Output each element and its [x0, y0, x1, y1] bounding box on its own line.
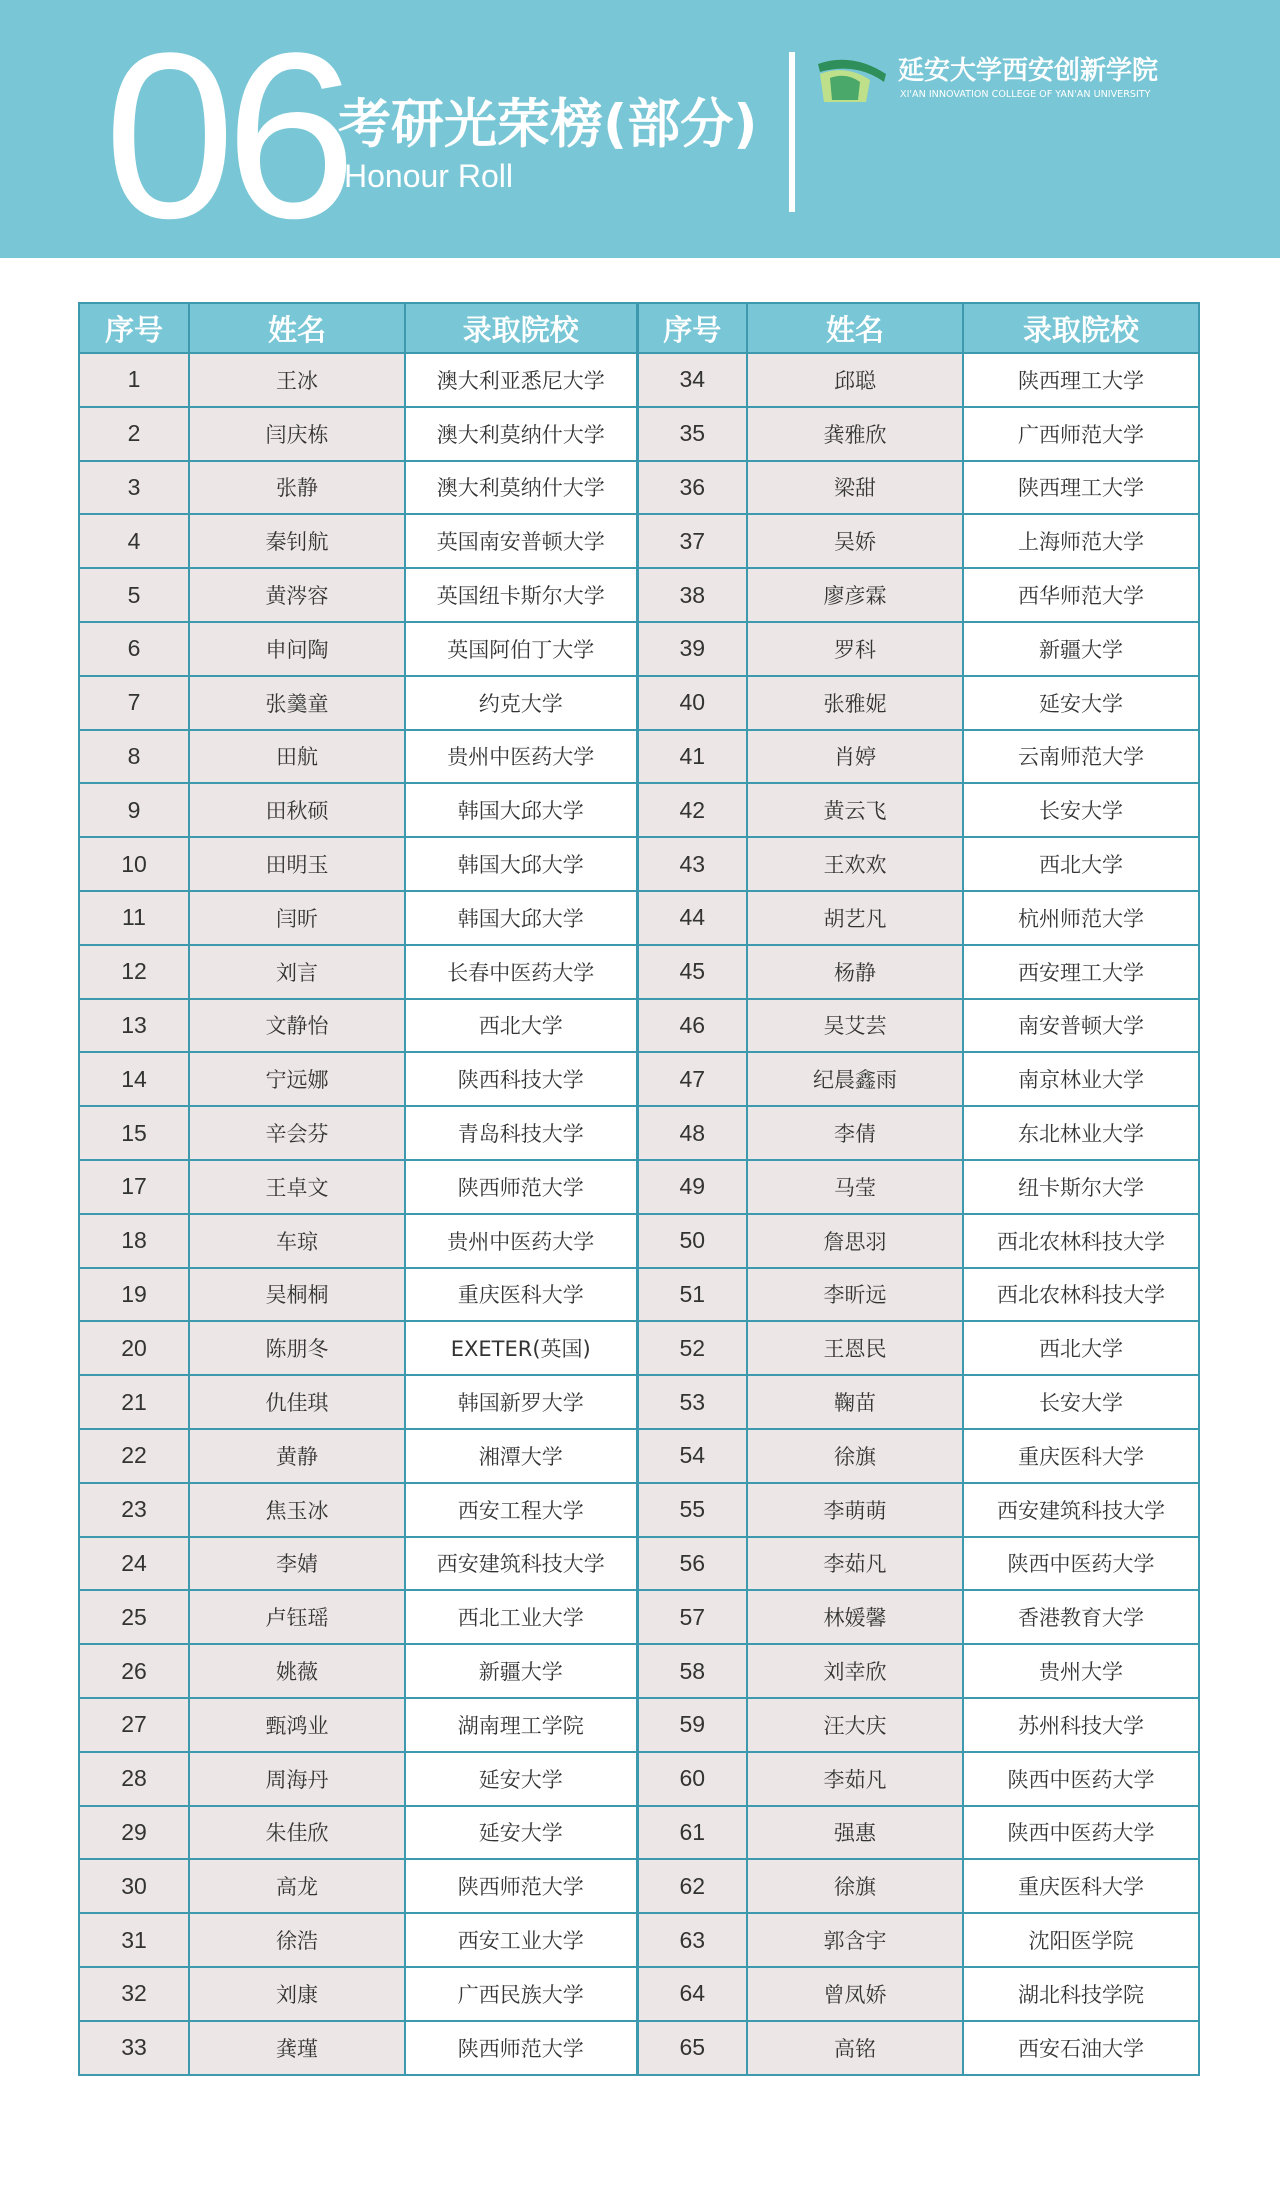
admitted-school: 澳大利亚悉尼大学	[405, 353, 637, 407]
admitted-school: 西安理工大学	[963, 945, 1199, 999]
student-name: 张静	[189, 461, 405, 515]
row-number: 32	[79, 1967, 189, 2021]
table-row	[79, 837, 1199, 891]
admitted-school: 英国阿伯丁大学	[405, 622, 637, 676]
table-row	[79, 568, 1199, 622]
row-number: 48	[637, 1106, 747, 1160]
admitted-school: 贵州中医药大学	[405, 730, 637, 784]
table-row	[79, 1214, 1199, 1268]
header-divider	[789, 52, 795, 212]
student-name: 郭含宇	[747, 1913, 963, 1967]
admitted-school: 西安建筑科技大学	[405, 1537, 637, 1591]
admitted-school: 陕西理工大学	[963, 353, 1199, 407]
row-number: 9	[79, 783, 189, 837]
admitted-school: 贵州大学	[963, 1644, 1199, 1698]
student-name: 宁远娜	[189, 1052, 405, 1106]
row-number: 43	[637, 837, 747, 891]
row-number: 25	[79, 1590, 189, 1644]
row-number: 2	[79, 407, 189, 461]
page-subtitle: Honour Roll	[344, 158, 513, 194]
student-name: 焦玉冰	[189, 1483, 405, 1537]
student-name: 刘康	[189, 1967, 405, 2021]
student-name: 秦钊航	[189, 514, 405, 568]
row-number: 63	[637, 1913, 747, 1967]
student-name: 汪大庆	[747, 1698, 963, 1752]
admitted-school: 湘潭大学	[405, 1429, 637, 1483]
student-name: 李倩	[747, 1106, 963, 1160]
student-name: 吴桐桐	[189, 1268, 405, 1322]
table-row	[79, 999, 1199, 1053]
row-number: 15	[79, 1106, 189, 1160]
admitted-school: 陕西师范大学	[405, 2021, 637, 2075]
student-name: 仇佳琪	[189, 1375, 405, 1429]
student-name: 强惠	[747, 1806, 963, 1860]
admitted-school: 西安建筑科技大学	[963, 1483, 1199, 1537]
student-name: 王卓文	[189, 1160, 405, 1214]
admitted-school: 广西师范大学	[963, 407, 1199, 461]
table-row	[79, 407, 1199, 461]
table-header-row	[79, 303, 1199, 353]
row-number: 35	[637, 407, 747, 461]
page-title: 考研光荣榜(部分)	[338, 94, 758, 155]
column-header: 录取院校	[405, 303, 637, 353]
table-row	[79, 1806, 1199, 1860]
admitted-school: 沈阳医学院	[963, 1913, 1199, 1967]
row-number: 38	[637, 568, 747, 622]
admitted-school: 香港教育大学	[963, 1590, 1199, 1644]
student-name: 周海丹	[189, 1752, 405, 1806]
student-name: 李茹凡	[747, 1752, 963, 1806]
column-header: 序号	[637, 303, 747, 353]
student-name: 车琼	[189, 1214, 405, 1268]
admitted-school: 澳大利莫纳什大学	[405, 407, 637, 461]
student-name: 姚薇	[189, 1644, 405, 1698]
admitted-school: 南安普顿大学	[963, 999, 1199, 1053]
row-number: 18	[79, 1214, 189, 1268]
student-name: 高铭	[747, 2021, 963, 2075]
admitted-school: 广西民族大学	[405, 1967, 637, 2021]
row-number: 19	[79, 1268, 189, 1322]
row-number: 42	[637, 783, 747, 837]
student-name: 张羹童	[189, 676, 405, 730]
admitted-school: 陕西师范大学	[405, 1160, 637, 1214]
student-name: 纪晨鑫雨	[747, 1052, 963, 1106]
row-number: 34	[637, 353, 747, 407]
row-number: 55	[637, 1483, 747, 1537]
row-number: 3	[79, 461, 189, 515]
row-number: 36	[637, 461, 747, 515]
student-name: 刘言	[189, 945, 405, 999]
admitted-school: 纽卡斯尔大学	[963, 1160, 1199, 1214]
row-number: 11	[79, 891, 189, 945]
admitted-school: 延安大学	[405, 1752, 637, 1806]
admitted-school: 贵州中医药大学	[405, 1214, 637, 1268]
student-name: 申问陶	[189, 622, 405, 676]
admitted-school: 西北大学	[963, 1321, 1199, 1375]
row-number: 20	[79, 1321, 189, 1375]
table-row	[79, 676, 1199, 730]
row-number: 59	[637, 1698, 747, 1752]
student-name: 田秋硕	[189, 783, 405, 837]
column-header: 姓名	[189, 303, 405, 353]
row-number: 51	[637, 1268, 747, 1322]
admitted-school: 延安大学	[963, 676, 1199, 730]
row-number: 56	[637, 1537, 747, 1591]
student-name: 文静怡	[189, 999, 405, 1053]
row-number: 41	[637, 730, 747, 784]
table-row	[79, 514, 1199, 568]
table-row	[79, 1859, 1199, 1913]
college-logo-icon	[816, 52, 888, 104]
admitted-school: 韩国大邱大学	[405, 837, 637, 891]
student-name: 詹思羽	[747, 1214, 963, 1268]
admitted-school: 新疆大学	[405, 1644, 637, 1698]
row-number: 8	[79, 730, 189, 784]
table-row	[79, 461, 1199, 515]
student-name: 马莹	[747, 1160, 963, 1214]
admitted-school: 延安大学	[405, 1806, 637, 1860]
student-name: 卢钰瑶	[189, 1590, 405, 1644]
row-number: 30	[79, 1859, 189, 1913]
admitted-school: 陕西师范大学	[405, 1859, 637, 1913]
row-number: 23	[79, 1483, 189, 1537]
student-name: 徐旗	[747, 1429, 963, 1483]
table-row	[79, 622, 1199, 676]
student-name: 廖彦霖	[747, 568, 963, 622]
section-number: 06	[104, 4, 347, 268]
admitted-school: 青岛科技大学	[405, 1106, 637, 1160]
student-name: 王欢欢	[747, 837, 963, 891]
row-number: 1	[79, 353, 189, 407]
row-number: 45	[637, 945, 747, 999]
admitted-school: 韩国大邱大学	[405, 891, 637, 945]
row-number: 10	[79, 837, 189, 891]
admitted-school: 东北林业大学	[963, 1106, 1199, 1160]
student-name: 王冰	[189, 353, 405, 407]
row-number: 17	[79, 1160, 189, 1214]
admitted-school: 陕西中医药大学	[963, 1752, 1199, 1806]
row-number: 29	[79, 1806, 189, 1860]
table-row	[79, 1052, 1199, 1106]
table-row	[79, 945, 1199, 999]
row-number: 54	[637, 1429, 747, 1483]
row-number: 39	[637, 622, 747, 676]
student-name: 田航	[189, 730, 405, 784]
student-name: 梁甜	[747, 461, 963, 515]
table-row	[79, 891, 1199, 945]
student-name: 朱佳欣	[189, 1806, 405, 1860]
row-number: 62	[637, 1859, 747, 1913]
student-name: 胡艺凡	[747, 891, 963, 945]
student-name: 徐浩	[189, 1913, 405, 1967]
student-name: 李萌萌	[747, 1483, 963, 1537]
column-header: 录取院校	[963, 303, 1199, 353]
table-row	[79, 1268, 1199, 1322]
table-row	[79, 353, 1199, 407]
admitted-school: 重庆医科大学	[963, 1859, 1199, 1913]
admitted-school: 湖北科技学院	[963, 1967, 1199, 2021]
row-number: 26	[79, 1644, 189, 1698]
row-number: 50	[637, 1214, 747, 1268]
row-number: 24	[79, 1537, 189, 1591]
row-number: 65	[637, 2021, 747, 2075]
student-name: 甄鸿业	[189, 1698, 405, 1752]
admitted-school: 西安工业大学	[405, 1913, 637, 1967]
admitted-school: 韩国大邱大学	[405, 783, 637, 837]
student-name: 徐旗	[747, 1859, 963, 1913]
admitted-school: 杭州师范大学	[963, 891, 1199, 945]
admitted-school: 约克大学	[405, 676, 637, 730]
admitted-school: 长安大学	[963, 1375, 1199, 1429]
admitted-school: 西安石油大学	[963, 2021, 1199, 2075]
admitted-school: 湖南理工学院	[405, 1698, 637, 1752]
row-number: 46	[637, 999, 747, 1053]
table-row	[79, 1644, 1199, 1698]
admitted-school: 西北大学	[405, 999, 637, 1053]
student-name: 黄静	[189, 1429, 405, 1483]
row-number: 61	[637, 1806, 747, 1860]
table-row	[79, 1590, 1199, 1644]
student-name: 杨静	[747, 945, 963, 999]
table-row	[79, 783, 1199, 837]
admitted-school: 澳大利莫纳什大学	[405, 461, 637, 515]
table-row	[79, 730, 1199, 784]
student-name: 黄云飞	[747, 783, 963, 837]
student-name: 刘幸欣	[747, 1644, 963, 1698]
table-row	[79, 1967, 1199, 2021]
row-number: 31	[79, 1913, 189, 1967]
row-number: 52	[637, 1321, 747, 1375]
row-number: 22	[79, 1429, 189, 1483]
student-name: 龚雅欣	[747, 407, 963, 461]
admitted-school: 陕西中医药大学	[963, 1537, 1199, 1591]
admitted-school: 西北大学	[963, 837, 1199, 891]
admitted-school: 英国纽卡斯尔大学	[405, 568, 637, 622]
row-number: 47	[637, 1052, 747, 1106]
student-name: 林媛馨	[747, 1590, 963, 1644]
admitted-school: 韩国新罗大学	[405, 1375, 637, 1429]
header-banner	[0, 0, 1280, 268]
student-name: 陈朋冬	[189, 1321, 405, 1375]
row-number: 12	[79, 945, 189, 999]
admitted-school: EXETER(英国)	[405, 1321, 637, 1375]
admitted-school: 陕西理工大学	[963, 461, 1199, 515]
admitted-school: 西北农林科技大学	[963, 1214, 1199, 1268]
table-row	[79, 1483, 1199, 1537]
row-number: 57	[637, 1590, 747, 1644]
admitted-school: 长安大学	[963, 783, 1199, 837]
row-number: 21	[79, 1375, 189, 1429]
student-name: 龚瑾	[189, 2021, 405, 2075]
row-number: 27	[79, 1698, 189, 1752]
student-name: 罗科	[747, 622, 963, 676]
table-row	[79, 1429, 1199, 1483]
table-row	[79, 1537, 1199, 1591]
table-row	[79, 1698, 1199, 1752]
student-name: 黄涔容	[189, 568, 405, 622]
row-number: 4	[79, 514, 189, 568]
row-number: 13	[79, 999, 189, 1053]
student-name: 田明玉	[189, 837, 405, 891]
admitted-school: 西北农林科技大学	[963, 1268, 1199, 1322]
table-row	[79, 1160, 1199, 1214]
student-name: 吴娇	[747, 514, 963, 568]
student-name: 吴艾芸	[747, 999, 963, 1053]
student-name: 王恩民	[747, 1321, 963, 1375]
admitted-school: 上海师范大学	[963, 514, 1199, 568]
table-row	[79, 1106, 1199, 1160]
student-name: 闫昕	[189, 891, 405, 945]
row-number: 40	[637, 676, 747, 730]
column-header: 序号	[79, 303, 189, 353]
admitted-school: 陕西中医药大学	[963, 1806, 1199, 1860]
admitted-school: 南京林业大学	[963, 1052, 1199, 1106]
admitted-school: 重庆医科大学	[963, 1429, 1199, 1483]
student-name: 李茹凡	[747, 1537, 963, 1591]
table-row	[79, 1321, 1199, 1375]
row-number: 49	[637, 1160, 747, 1214]
row-number: 7	[79, 676, 189, 730]
admitted-school: 西安工程大学	[405, 1483, 637, 1537]
logo-text-en: XI'AN INNOVATION COLLEGE OF YAN'AN UNIVERSITY	[900, 89, 1151, 100]
row-number: 33	[79, 2021, 189, 2075]
row-number: 6	[79, 622, 189, 676]
admitted-school: 苏州科技大学	[963, 1698, 1199, 1752]
student-name: 李婧	[189, 1537, 405, 1591]
admitted-school: 英国南安普顿大学	[405, 514, 637, 568]
admitted-school: 西北工业大学	[405, 1590, 637, 1644]
row-number: 58	[637, 1644, 747, 1698]
student-name: 邱聪	[747, 353, 963, 407]
row-number: 60	[637, 1752, 747, 1806]
row-number: 53	[637, 1375, 747, 1429]
honour-roll-table	[78, 302, 1200, 2076]
row-number: 14	[79, 1052, 189, 1106]
column-header: 姓名	[747, 303, 963, 353]
logo-text-cn: 延安大学西安创新学院	[898, 56, 1159, 86]
admitted-school: 云南师范大学	[963, 730, 1199, 784]
admitted-school: 重庆医科大学	[405, 1268, 637, 1322]
admitted-school: 新疆大学	[963, 622, 1199, 676]
student-name: 鞠苗	[747, 1375, 963, 1429]
student-name: 肖婷	[747, 730, 963, 784]
student-name: 张雅妮	[747, 676, 963, 730]
student-name: 辛会芬	[189, 1106, 405, 1160]
table-row	[79, 1375, 1199, 1429]
row-number: 44	[637, 891, 747, 945]
table-row	[79, 2021, 1199, 2075]
row-number: 28	[79, 1752, 189, 1806]
table-row	[79, 1913, 1199, 1967]
student-name: 曾凤娇	[747, 1967, 963, 2021]
student-name: 高龙	[189, 1859, 405, 1913]
admitted-school: 陕西科技大学	[405, 1052, 637, 1106]
student-name: 闫庆栋	[189, 407, 405, 461]
row-number: 37	[637, 514, 747, 568]
student-name: 李昕远	[747, 1268, 963, 1322]
row-number: 64	[637, 1967, 747, 2021]
table-row	[79, 1752, 1199, 1806]
admitted-school: 长春中医药大学	[405, 945, 637, 999]
row-number: 5	[79, 568, 189, 622]
admitted-school: 西华师范大学	[963, 568, 1199, 622]
